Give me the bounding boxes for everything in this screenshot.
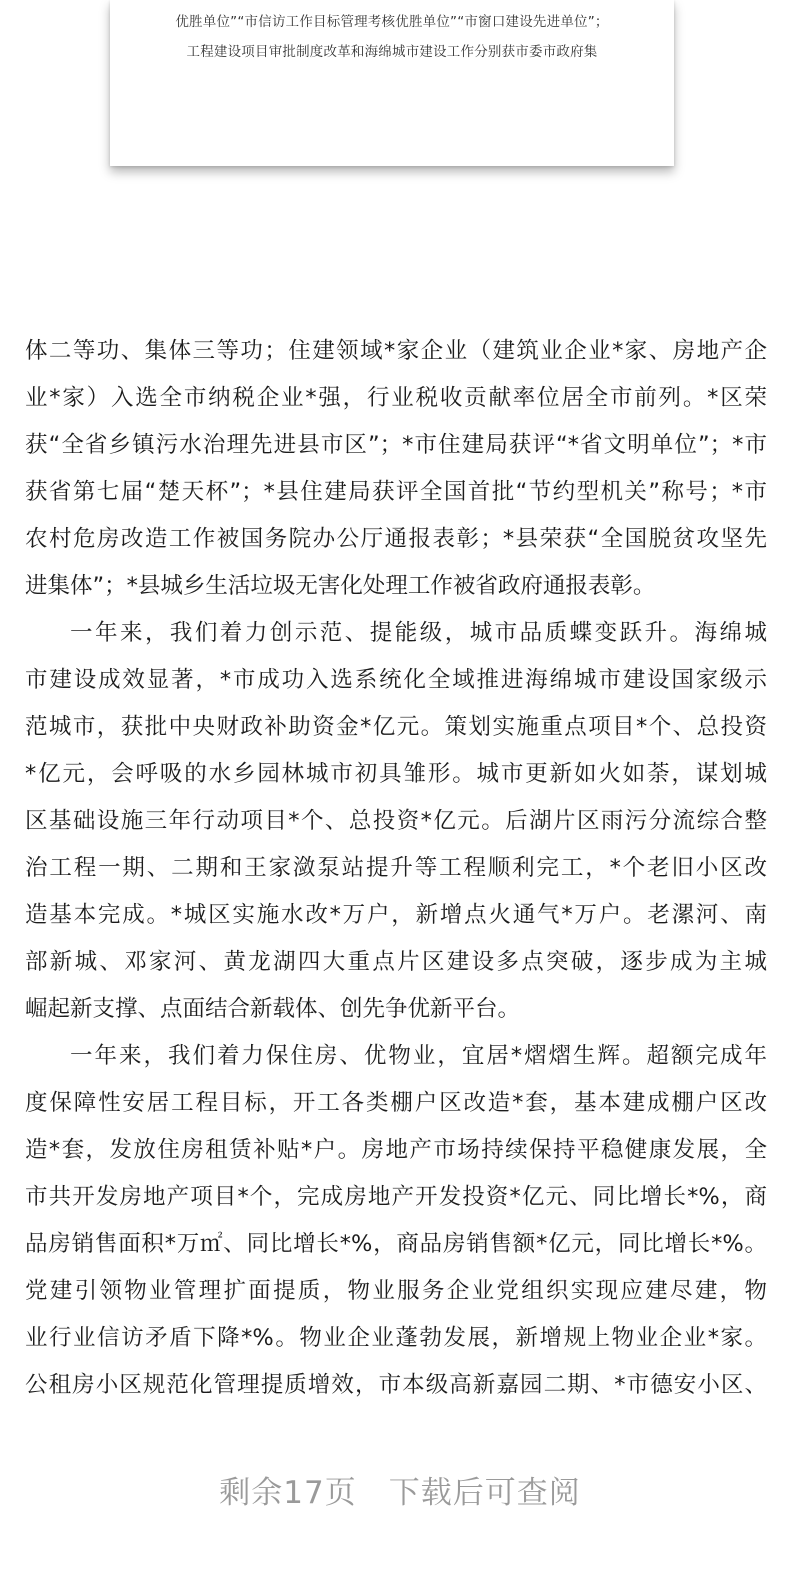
download-hint-label: 下载后可查阅 [388,1475,581,1511]
preview-line: 优胜单位”“市信访工作目标管理考核优胜单位”“市窗口建设先进单位”； [175,14,609,30]
text-line: 范城市，获批中央财政补助资金*亿元。策划实施重点项目*个、总投资 [25,714,767,740]
text-line: 部新城、邓家河、黄龙湖四大重点片区建设多点突破，逐步成为主城 [25,949,767,975]
text-line: 获“全省乡镇污水治理先进县市区”；*市住建局获评“*省文明单位”；*市 [25,432,767,458]
text-line: 市共开发房地产项目*个，完成房地产开发投资*亿元、同比增长*%，商 [25,1184,767,1210]
text-line: 崛起新支撑、点面结合新载体、创先争优新平台。 [25,996,521,1022]
text-line: 造基本完成。*城区实施水改*万户，新增点火通气*万户。老漯河、南 [25,902,767,928]
paragraph-first-line: 一年来，我们着力保住房、优物业，宜居*熠熠生辉。超额完成年 [70,1043,767,1069]
text-line: *亿元，会呼吸的水乡园林城市初具雏形。城市更新如火如荼，谋划城 [25,761,767,787]
preview-page-card [110,0,674,166]
text-line: 农村危房改造工作被国务院办公厅通报表彰；*县荣获“全国脱贫攻坚先 [25,526,767,552]
preview-line: 工程建设项目审批制度改革和海绵城市建设工作分别获市委市政府集 [186,44,598,60]
text-line: 获省第七届“楚天杯”；*县住建局获评全国首批“节约型机关”称号；*市 [25,479,767,505]
text-line: 业*家）入选全市纳税企业*强，行业税收贡献率位居全市前列。*区荣 [25,385,767,411]
remaining-pages-label: 剩余17页 [219,1475,357,1511]
text-line: 区基础设施三年行动项目*个、总投资*亿元。后湖片区雨污分流综合整 [25,808,767,834]
text-line: 体二等功、集体三等功；住建领域*家企业（建筑业企业*家、房地产企 [25,338,767,364]
text-line: 治工程一期、二期和王家潋泵站提升等工程顺利完工，*个老旧小区改 [25,855,767,881]
text-line: 业行业信访矛盾下降*%。物业企业蓬勃发展，新增规上物业企业*家。 [25,1325,767,1351]
text-line: 党建引领物业管理扩面提质，物业服务企业党组织实现应建尽建，物 [25,1278,767,1304]
paragraph-first-line: 一年来，我们着力创示范、提能级，城市品质蝶变跃升。海绵城 [70,620,767,646]
text-line: 市建设成效显著，*市成功入选系统化全域推进海绵城市建设国家级示 [25,667,767,693]
download-prompt[interactable] [0,1467,800,1515]
text-line: 进集体”；*县城乡生活垃圾无害化处理工作被省政府通报表彰。 [25,573,656,599]
text-line: 品房销售面积*万㎡、同比增长*%，商品房销售额*亿元，同比增长*%。 [25,1231,767,1257]
text-line: 公租房小区规范化管理提质增效，市本级高新嘉园二期、*市德安小区、 [25,1372,767,1398]
text-line: 造*套，发放住房租赁补贴*户。房地产市场持续保持平稳健康发展，全 [25,1137,767,1163]
text-line: 度保障性安居工程目标，开工各类棚户区改造*套，基本建成棚户区改 [25,1090,767,1116]
